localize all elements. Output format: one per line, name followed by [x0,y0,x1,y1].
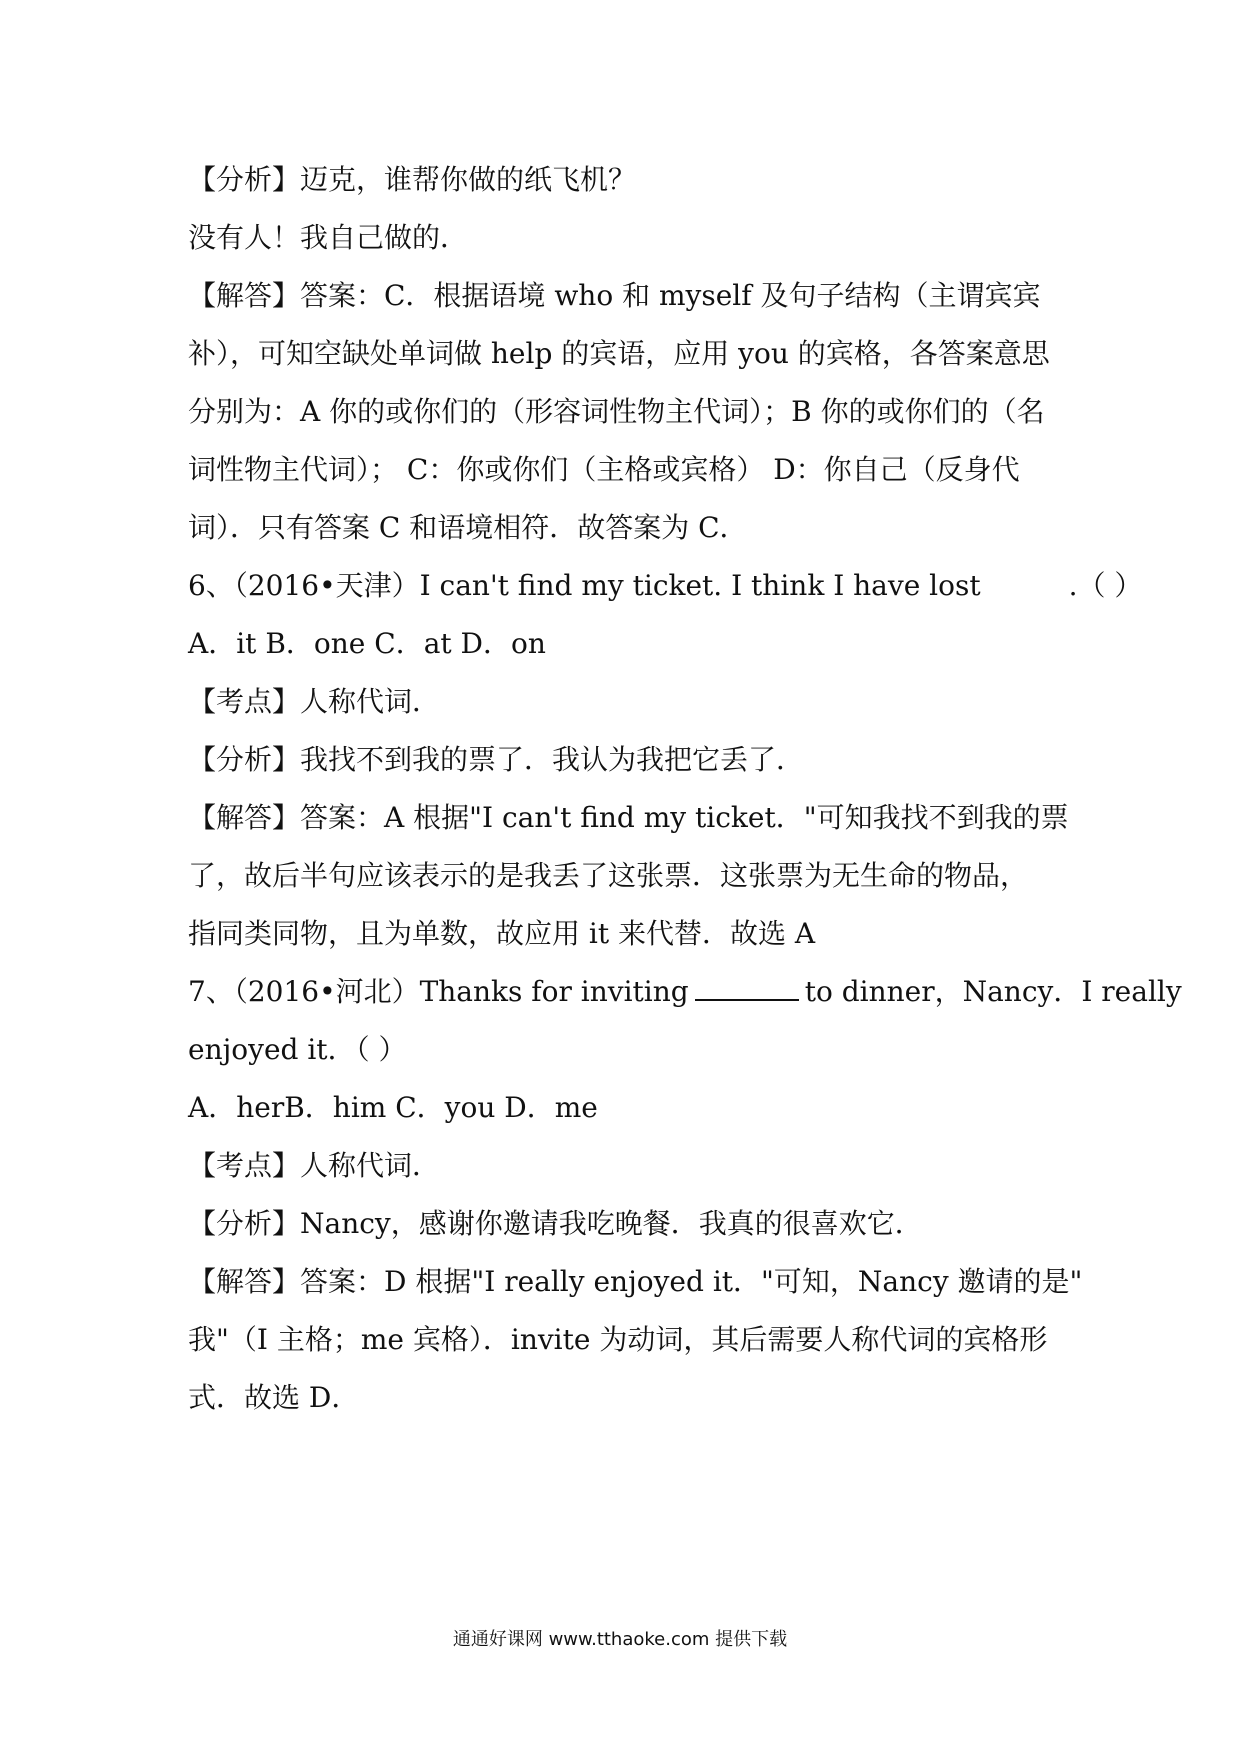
q7-stem-after: to dinner，Nancy．I really [804,975,1182,1008]
q6-stem [188,566,1143,606]
q6-answer-line-2: 了，故后半句应该表示的是我丢了这张票．这张票为无生命的物品， [188,859,1029,892]
q6-analysis: 【分析】我找不到我的票了．我认为我把它丢了． [188,743,805,776]
q6-stem-after: .（ ） [1068,569,1143,602]
q5-analysis-line-1: 【分析】迈克，谁帮你做的纸飞机？ [188,163,637,196]
q5-answer-line-4: 词性物主代词）； C：你或你们（主格或宾格） D：你自己（反身代 [188,453,1020,486]
q7-blank [695,979,799,1001]
q5-answer-line-2: 补），可知空缺处单词做 help 的宾语，应用 you 的宾格，各答案意思 [188,337,1050,370]
q6-answer-line-3: 指同类同物，且为单数，故应用 it 来代替．故选 A [188,917,816,950]
q7-stem-line-1 [188,972,1182,1012]
q6-stem-before: 6、（2016•天津）I can't find my ticket. I think I have lost [188,569,981,602]
q7-options: A．herB．him C．you D．me [188,1091,598,1124]
q7-stem-before: 7、（2016•河北）Thanks for inviting [188,975,689,1008]
q5-analysis-line-2: 没有人！我自己做的． [188,221,469,254]
q7-answer-line-1: 【解答】答案：D 根据"I really enjoyed it．"可知，Nancy 邀请的是" [188,1265,1083,1298]
q6-options: A．it B．one C．at D．on [188,627,546,660]
q5-answer-line-1: 【解答】答案：C．根据语境 who 和 myself 及句子结构（主谓宾宾 [188,279,1041,312]
q5-answer-line-5: 词）．只有答案 C 和语境相符．故答案为 C． [188,511,748,544]
q7-answer-line-3: 式．故选 D． [188,1381,360,1414]
page-footer: 通通好课网 www.tthaoke.com 提供下载 [452,1629,788,1650]
q6-point: 【考点】人称代词． [188,685,441,718]
q7-answer-line-2: 我"（I 主格；me 宾格）．invite 为动词，其后需要人称代词的宾格形 [188,1323,1048,1356]
q7-stem-line-2: enjoyed it．（ ） [188,1033,407,1066]
q7-analysis: 【分析】Nancy，感谢你邀请我吃晚餐．我真的很喜欢它． [188,1207,923,1240]
q6-answer-line-1: 【解答】答案：A 根据"I can't find my ticket．"可知我找不到我的票 [188,801,1069,834]
q7-point: 【考点】人称代词． [188,1149,441,1182]
q5-answer-line-3: 分别为：A 你的或你们的（形容词性物主代词）；B 你的或你们的（名 [188,395,1045,428]
